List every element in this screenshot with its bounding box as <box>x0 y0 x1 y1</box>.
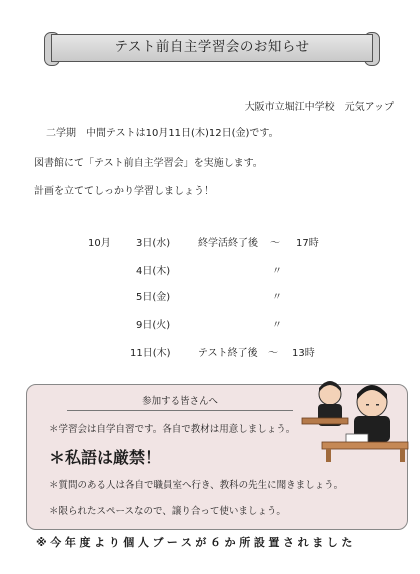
schedule-tilde: ～ <box>270 238 280 249</box>
schedule-start: 終学活終了後 <box>198 238 258 249</box>
intro-line-2: 図書館にて「テスト前自主学習会」を実施します。 <box>34 158 263 169</box>
notice-item: ＊質問のある人は各自で職員室へ行き、教科の先生に聞きましょう。 <box>49 480 344 491</box>
notice-item: ＊限られたスペースなので、譲り合って使いましょう。 <box>49 506 286 517</box>
notice-heading: 参加する皆さんへ <box>67 393 293 411</box>
schedule-date: 3日(水) <box>136 238 171 249</box>
notice-item-emphasis: ＊私語は厳禁！ <box>49 448 162 467</box>
intro-line-1: 二学期 中間テストは10月11日(木)12日(金)です。 <box>46 128 279 139</box>
students-studying-illustration <box>300 372 412 462</box>
schedule-ditto: 〃 <box>272 292 282 303</box>
notice-item: ＊学習会は自学自習です。各自で教材は用意しましょう。 <box>49 424 296 435</box>
schedule-end: 13時 <box>292 348 315 359</box>
schedule-start: テスト終了後 <box>198 348 258 359</box>
title-banner <box>44 30 380 66</box>
page-title: テスト前自主学習会のお知らせ <box>114 39 310 55</box>
schedule-ditto: 〃 <box>272 266 282 277</box>
intro-line-3: 計画を立ててしっかり学習しましょう！ <box>34 186 214 197</box>
schedule-date: 5日(金) <box>136 292 171 303</box>
school-name: 大阪市立堀江中学校 元気アップ <box>244 102 394 113</box>
schedule-date: 9日(火) <box>136 320 171 331</box>
schedule-date: 4日(木) <box>136 266 171 277</box>
schedule-end: 17時 <box>296 238 319 249</box>
schedule-ditto: 〃 <box>272 320 282 331</box>
schedule-month: 10月 <box>88 238 111 249</box>
schedule-date: 11日(木) <box>130 348 171 359</box>
footer-note: ※今年度より個人ブースが６か所設置されました <box>36 536 357 549</box>
schedule-tilde: ～ <box>268 348 278 359</box>
